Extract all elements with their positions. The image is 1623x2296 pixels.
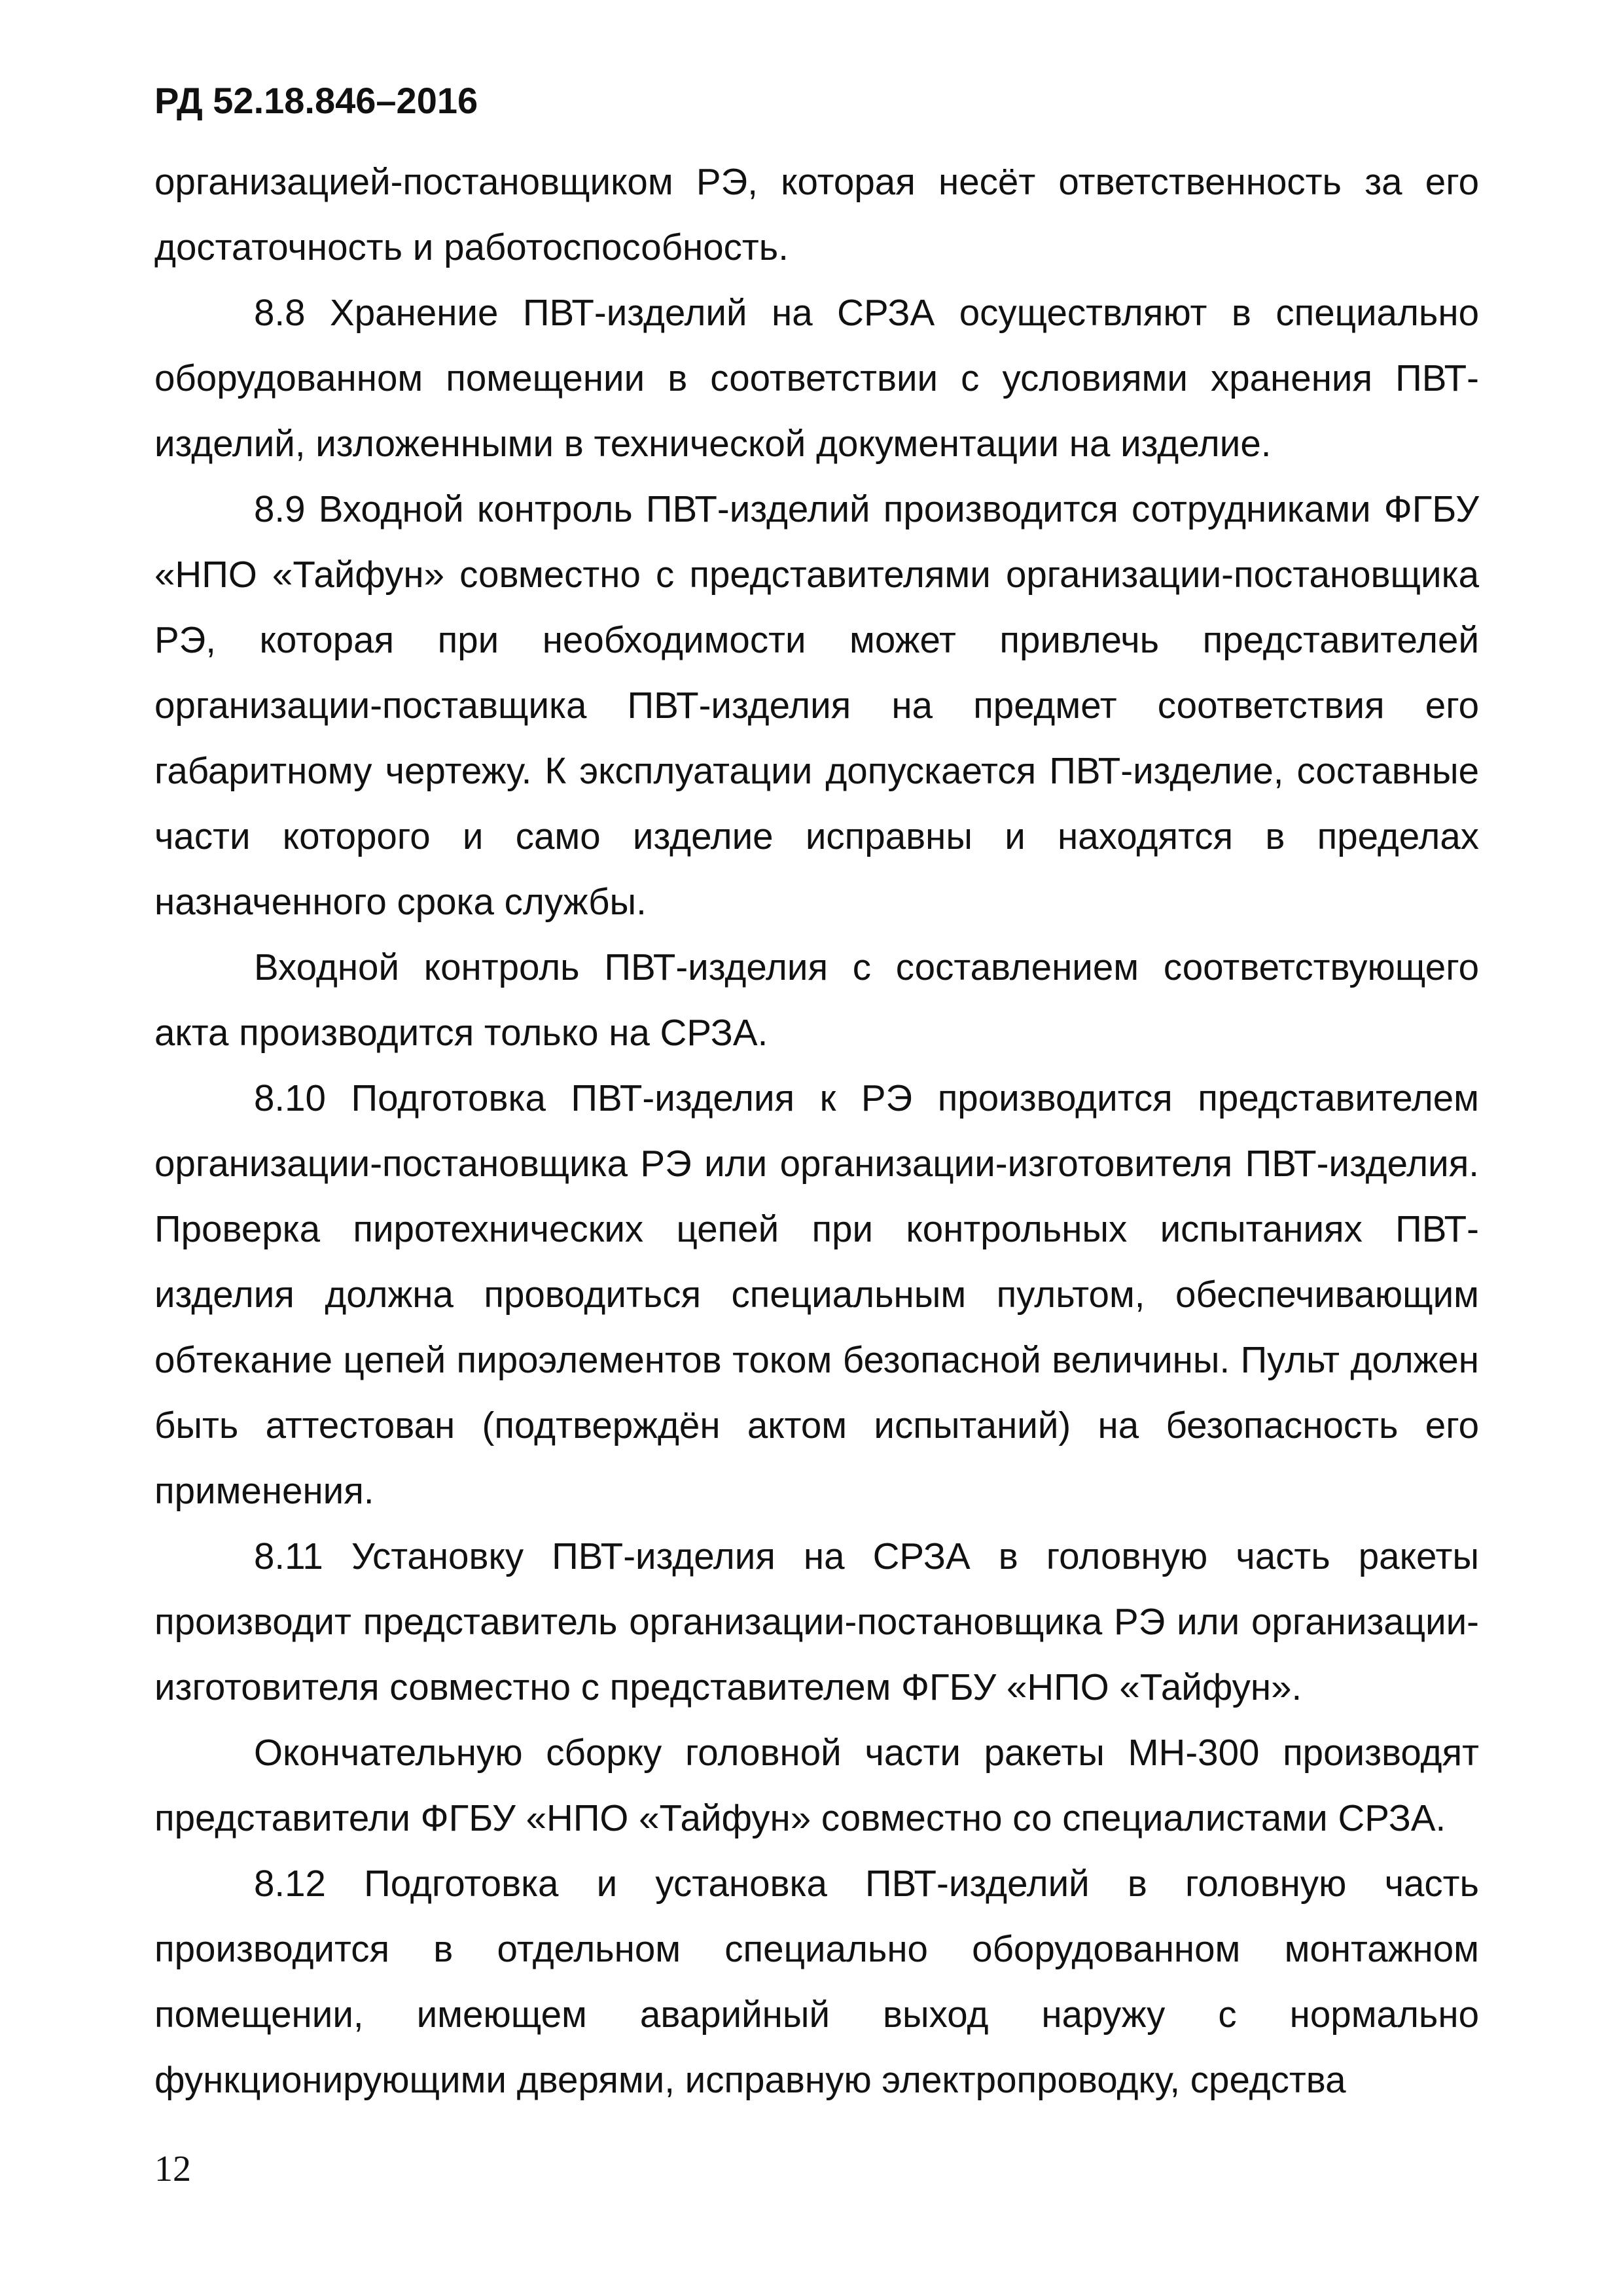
paragraph-8-8: 8.8 Хранение ПВТ-изделий на СРЗА осуществляют в специально оборудованном помещении в соответствии с условиями хранения ПВТ-изделий, изложенными в технической документации на изделие. <box>154 292 1479 464</box>
paragraph-8-12: 8.12 Подготовка и установка ПВТ-изделий в головную часть производится в отдельном специально оборудованном монтажном помещении, имеющем аварийный выход наружу с нормально функционирующими дверями, исправную электропроводку, средства <box>154 1863 1479 2100</box>
page-number: 12 <box>154 2149 191 2189</box>
paragraph-continuation: организацией-постановщиком РЭ, которая несёт ответственность за его достаточность и работоспособность. <box>154 161 1479 268</box>
document-code-header: РД 52.18.846–2016 <box>154 80 478 121</box>
document-body <box>154 149 1479 2113</box>
paragraph-final-assembly: Окончательную сборку головной части ракеты МН-300 производят представители ФГБУ «НПО «Тайфун» совместно со специалистами СРЗА. <box>154 1732 1479 1839</box>
paragraph-8-11: 8.11 Установку ПВТ-изделия на СРЗА в головную часть ракеты производит представитель организации-постановщика РЭ или организации-изготовителя совместно с представителем ФГБУ «НПО «Тайфун». <box>154 1535 1479 1708</box>
paragraph-8-10: 8.10 Подготовка ПВТ-изделия к РЭ производится представителем организации-постановщика РЭ или организации-изготовителя ПВТ-изделия. Проверка пиротехнических цепей при контрольных испытаниях ПВТ-изделия должна проводиться специальным пультом, обеспечивающим обтекание цепей пироэлементов током безопасной величины. Пульт должен быть аттестован (подтверждён актом испытаний) на безопасность его применения. <box>154 1077 1479 1511</box>
paragraph-8-9: 8.9 Входной контроль ПВТ-изделий производится сотрудниками ФГБУ «НПО «Тайфун» совместно с представителями организации-постановщика РЭ, которая при необходимости может привлечь представителей организации-поставщика ПВТ-изделия на предмет соответствия его габаритному чертежу. К эксплуатации допускается ПВТ-изделие, составные части которого и само изделие исправны и находятся в пределах назначенного срока службы. <box>154 488 1479 922</box>
paragraph-incoming-control: Входной контроль ПВТ-изделия с составлением соответствующего акта производится только на СРЗА. <box>154 946 1479 1053</box>
